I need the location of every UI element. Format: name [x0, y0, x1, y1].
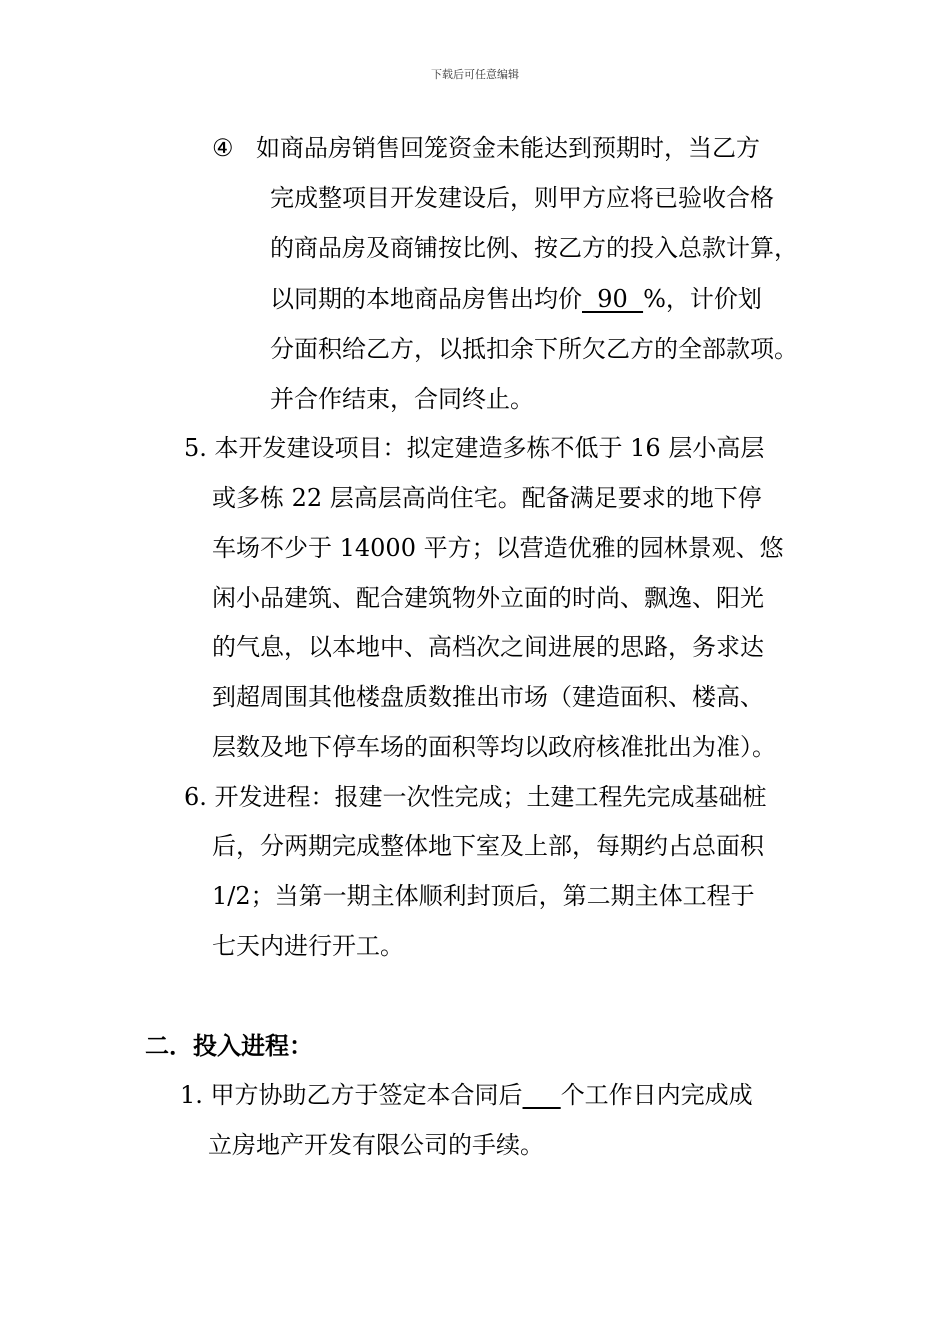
item4-line-4 — [270, 283, 762, 315]
item4-line-4-rest: %，计价划 — [643, 285, 762, 313]
item5-line-7: 层数及地下停车场的面积等均以政府核准批出为准）。 — [212, 733, 776, 761]
item4-marker: ④ — [212, 134, 234, 162]
item4-line-3: 的商品房及商铺按比例、按乙方的投入总款计算， — [270, 234, 798, 262]
price-percent-blank: 90 — [582, 285, 644, 313]
item5-line-4: 闲小品建筑、配合建筑物外立面的时尚、飘逸、阳光 — [212, 584, 764, 612]
item4-line-1: 如商品房销售回笼资金未能达到预期时，当乙方 — [256, 134, 760, 162]
workdays-blank — [523, 1081, 561, 1109]
item4-line-5: 分面积给乙方，以抵扣余下所欠乙方的全部款项。 — [270, 335, 798, 363]
section2-item1-line-1 — [180, 1079, 753, 1111]
item5-line-3: 车场不少于 14000 平方；以营造优雅的园林景观、悠 — [212, 534, 784, 562]
item6-line-4: 七天内进行开工。 — [212, 932, 404, 960]
item5-line-2: 或多栋 22 层高层高尚住宅。配备满足要求的地下停 — [212, 484, 762, 512]
section-2-title: 二．投入进程： — [145, 1031, 313, 1060]
item6-line-3: 1/2；当第一期主体顺利封顶后，第二期主体工程于 — [212, 882, 755, 910]
item4-line-2: 完成整项目开发建设后，则甲方应将已验收合格 — [270, 184, 774, 212]
section2-item1-line-2: 立房地产开发有限公司的手续。 — [208, 1131, 544, 1159]
section2-item1-text: 1. 甲方协助乙方于签定本合同后 — [180, 1081, 523, 1109]
page-header: 下载后可任意编辑 — [431, 68, 519, 81]
item6-line-2: 后，分两期完成整体地下室及上部，每期约占总面积 — [212, 832, 764, 860]
item5-line-1: 5. 本开发建设项目：拟定建造多栋不低于 16 层小高层 — [184, 434, 765, 462]
item6-line-1: 6. 开发进程：报建一次性完成；土建工程先完成基础桩 — [184, 783, 767, 811]
section2-item1-rest: 个工作日内完成成 — [560, 1081, 753, 1109]
item4-line-6: 并合作结束，合同终止。 — [270, 385, 534, 413]
item5-line-5: 的气息，以本地中、高档次之间进展的思路，务求达 — [212, 633, 764, 661]
item4-line-4-text: 以同期的本地商品房售出均价 — [270, 285, 582, 313]
item5-line-6: 到超周围其他楼盘质数推出市场（建造面积、楼高、 — [212, 683, 764, 711]
